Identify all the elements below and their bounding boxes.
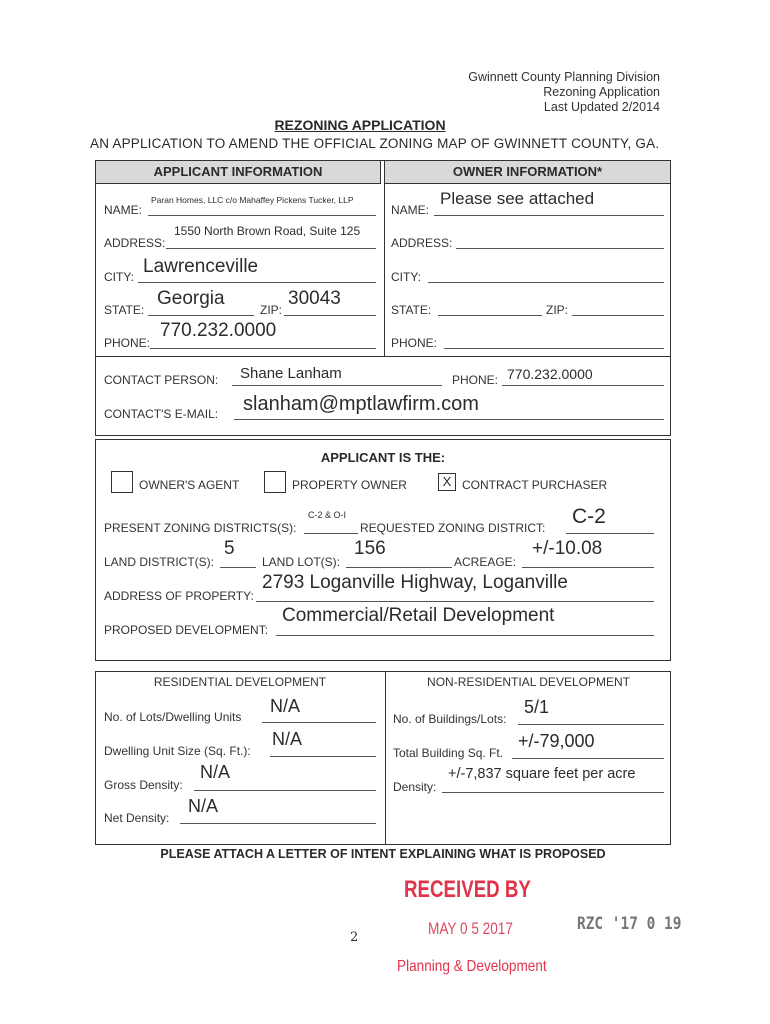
total-sqft-value[interactable]: +/-79,000 [518,731,595,751]
applicant-address-line [166,248,376,249]
proposed-development-line [276,635,654,636]
acreage-line [522,567,654,568]
owners-agent-label: OWNER'S AGENT [139,478,240,492]
applicant-name-value[interactable]: Paran Homes, LLC c/o Mahaffey Pickens Tucker, LLP [151,195,354,205]
applicant-name-line [148,215,376,216]
land-district-value[interactable]: 5 [224,538,235,559]
applicant-name-label: NAME: [104,203,143,217]
applicant-state-label: STATE: [104,303,145,317]
requested-zoning-label: REQUESTED ZONING DISTRICT: [360,521,546,535]
land-district-label: LAND DISTRICT(S): [104,555,215,569]
land-lot-value[interactable]: 156 [354,538,386,559]
total-sqft-label: Total Building Sq. Ft. [393,746,504,760]
owner-state-label: STATE: [391,303,432,317]
gross-density-line [194,790,376,791]
contact-phone-label: PHONE: [452,373,499,387]
applicant-state-line [148,315,254,316]
contact-email-label: CONTACT'S E-MAIL: [104,407,219,421]
applicant-is-heading: APPLICANT IS THE: [320,450,446,465]
proposed-development-label: PROPOSED DEVELOPMENT: [104,623,269,637]
owner-zip-label: ZIP: [546,303,569,317]
owner-name-label: NAME: [391,203,430,217]
buildings-line [518,724,664,725]
contact-phone-value[interactable]: 770.232.0000 [507,366,593,382]
applicant-state-value[interactable]: Georgia [157,288,225,309]
nonresidential-heading: NON-RESIDENTIAL DEVELOPMENT [427,675,630,689]
residential-heading: RESIDENTIAL DEVELOPMENT [153,675,327,689]
present-zoning-label: PRESENT ZONING DISTRICTS(S): [104,521,297,535]
acreage-label: ACREAGE: [454,555,517,569]
nonres-density-value[interactable]: +/-7,837 square feet per acre [448,766,636,782]
page-number: 2 [350,930,359,945]
lots-line [262,722,376,723]
requested-zoning-line [566,533,654,534]
buildings-value[interactable]: 5/1 [524,697,550,717]
applicant-phone-value[interactable]: 770.232.0000 [160,320,277,341]
column-divider [381,184,385,356]
owner-city-line[interactable] [428,282,664,283]
owner-city-label: CITY: [391,270,422,284]
gross-density-label: Gross Density: [104,778,183,792]
present-zoning-line [304,533,358,534]
property-owner-checkbox[interactable] [264,471,286,493]
property-owner-label: PROPERTY OWNER [292,478,407,492]
applicant-zip-line [284,315,376,316]
applicant-city-label: CITY: [104,270,135,284]
net-density-value[interactable]: N/A [188,796,219,816]
unit-size-value[interactable]: N/A [272,729,303,749]
contact-email-value[interactable]: slanham@mptlawfirm.com [243,393,479,415]
applicant-zip-label: ZIP: [260,303,283,317]
section-divider [95,356,671,357]
owner-address-label: ADDRESS: [391,236,453,250]
received-stamp: RECEIVED BY [404,876,531,903]
contact-person-value[interactable]: Shane Lanham [240,365,342,382]
page-title: REZONING APPLICATION [274,117,446,133]
owner-phone-label: PHONE: [391,336,438,350]
planning-department-stamp: Planning & Development [397,958,547,975]
net-density-label: Net Density: [104,811,170,825]
property-address-value[interactable]: 2793 Loganville Highway, Loganville [262,572,568,593]
nonres-density-label: Density: [393,780,437,794]
lots-label: No. of Lots/Dwelling Units [104,710,242,724]
header-updated: Last Updated 2/2014 [543,100,660,114]
contact-person-line [232,385,442,386]
land-district-line [220,567,256,568]
land-lot-line [346,567,452,568]
requested-zoning-value[interactable]: C-2 [572,505,606,528]
applicant-heading: APPLICANT INFORMATION [95,160,381,184]
property-address-line [256,601,654,602]
unit-size-label: Dwelling Unit Size (Sq. Ft.): [104,744,251,758]
property-address-label: ADDRESS OF PROPERTY: [104,589,254,603]
applicant-zip-value[interactable]: 30043 [288,288,341,309]
contract-purchaser-checkbox[interactable]: X [438,473,456,491]
proposed-development-value[interactable]: Commercial/Retail Development [282,605,555,626]
owner-address-line[interactable] [456,248,664,249]
contact-person-label: CONTACT PERSON: [104,373,219,387]
owners-agent-checkbox[interactable] [111,471,133,493]
received-date: MAY 0 5 2017 [428,919,513,938]
applicant-city-value[interactable]: Lawrenceville [143,256,259,277]
owner-phone-line[interactable] [444,348,664,349]
applicant-phone-line [150,348,376,349]
buildings-label: No. of Buildings/Lots: [393,712,507,726]
header-division: Gwinnett County Planning Division [468,70,660,84]
lots-value[interactable]: N/A [270,696,301,716]
contact-email-line [234,419,664,420]
gross-density-value[interactable]: N/A [200,762,231,782]
case-number-stamp: RZC '17 0 19 [577,914,682,934]
total-sqft-line [512,758,664,759]
applicant-city-line [138,282,376,283]
owner-name-line [434,215,664,216]
land-lot-label: LAND LOT(S): [262,555,341,569]
page-subtitle: AN APPLICATION TO AMEND THE OFFICIAL ZONING MAP OF GWINNETT COUNTY, GA. [90,136,660,151]
acreage-value[interactable]: +/-10.08 [532,538,603,559]
net-density-line [180,823,376,824]
contract-purchaser-label: CONTRACT PURCHASER [462,478,608,492]
header-form-name: Rezoning Application [543,85,660,99]
present-zoning-value[interactable]: C-2 & O-I [308,510,347,520]
contact-phone-line [502,385,664,386]
attach-letter-note: PLEASE ATTACH A LETTER OF INTENT EXPLAINING WHAT IS PROPOSED [160,847,606,861]
owner-heading: OWNER INFORMATION* [384,160,671,184]
owner-name-value[interactable]: Please see attached [440,189,595,208]
development-divider [385,671,386,845]
applicant-address-value[interactable]: 1550 North Brown Road, Suite 125 [174,224,361,238]
nonres-density-line [442,792,664,793]
unit-size-line [270,756,376,757]
owner-state-line[interactable] [438,315,542,316]
applicant-phone-label: PHONE: [104,336,151,350]
applicant-address-label: ADDRESS: [104,236,166,250]
owner-zip-line[interactable] [572,315,664,316]
